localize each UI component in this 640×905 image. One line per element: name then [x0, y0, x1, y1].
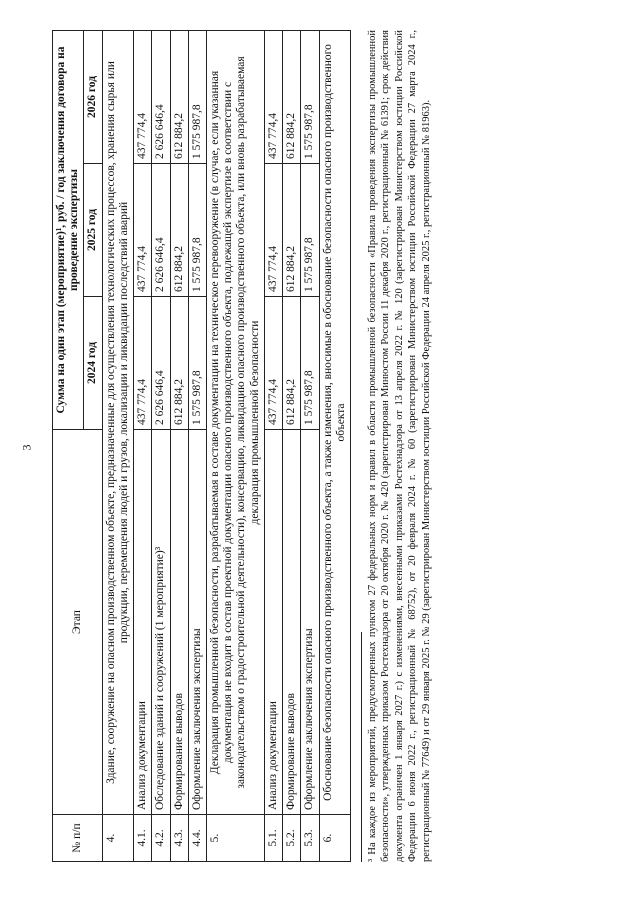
row-value-2024: 437 774,4: [134, 297, 152, 430]
table-row: [170, 31, 188, 862]
row-stage: Оформление заключения экспертизы: [301, 430, 319, 815]
section-title: Обоснование безопасности опасного производственного объекта, а также изменения, вносимые в обоснование безопасности опасного производственного объекта: [319, 31, 350, 815]
header-year-2024: 2024 год: [84, 297, 102, 430]
row-value-2026: 612 884,2: [283, 31, 301, 164]
row-value-2024: 437 774,4: [264, 297, 282, 430]
table-row: [102, 31, 133, 862]
row-value-2026: 1 575 987,8: [188, 31, 206, 164]
row-value-2024: 612 884,2: [283, 297, 301, 430]
table-row: [319, 31, 350, 862]
page-number: 3: [19, 444, 34, 451]
table-row: [152, 31, 170, 862]
row-value-2025: 612 884,2: [170, 164, 188, 297]
row-value-2025: 612 884,2: [283, 164, 301, 297]
row-stage: Оформление заключения экспертизы: [188, 430, 206, 815]
cost-table: [52, 30, 351, 862]
header-number: № п/п: [53, 815, 103, 862]
table-row: [206, 31, 264, 862]
table-row: [301, 31, 319, 862]
row-value-2025: 1 575 987,8: [301, 164, 319, 297]
header-sum: Сумма на один этап (мероприятие)¹, руб. / год заключения договора на проведение экспертизы: [53, 31, 84, 430]
row-value-2024: 2 626 646,4: [152, 297, 170, 430]
row-number: 4.1.: [134, 815, 152, 862]
header-stage: Этап: [53, 430, 103, 815]
row-value-2025: 437 774,4: [264, 164, 282, 297]
section-title: Декларация промышленной безопасности, разрабатываемая в составе документации на техническое перевооружение (в случае, если указанная документация не входит в состав проектной документации опасного производственного объекта, подлежащей экспертизе в соответствии с законодательством о градостроительной деятельности), консервацию, ликвидацию опасного производственного объекта, или вновь разрабатываемая декларация промышленной безопасности: [206, 31, 264, 815]
row-stage: Формирование выводов: [283, 430, 301, 815]
row-number: 4.3.: [170, 815, 188, 862]
row-value-2026: 437 774,4: [134, 31, 152, 164]
section-title: Здание, сооружение на опасном производственном объекте, предназначенные для осуществления технологических процессов, хранения сырья или продукции, перемещения людей и грузов, локализации и ликвидации последствий аварий: [102, 31, 133, 815]
row-number: 5.: [206, 815, 264, 862]
header-year-2025: 2025 год: [84, 164, 102, 297]
row-number: 5.2.: [283, 815, 301, 862]
table-row: [188, 31, 206, 862]
row-value-2024: 1 575 987,8: [301, 297, 319, 430]
row-number: 4.2.: [152, 815, 170, 862]
row-value-2026: 437 774,4: [264, 31, 282, 164]
row-number: 4.4.: [188, 815, 206, 862]
row-value-2025: 1 575 987,8: [188, 164, 206, 297]
row-value-2025: 2 626 646,4: [152, 164, 170, 297]
row-stage: Обследование зданий и сооружений (1 мероприятие)³: [152, 430, 170, 815]
table-row: [264, 31, 282, 862]
row-number: 5.1.: [264, 815, 282, 862]
footnote-divider: [361, 632, 362, 862]
row-value-2024: 1 575 987,8: [188, 297, 206, 430]
rotated-page-content: [52, 30, 600, 862]
table-row: [134, 31, 152, 862]
header-year-2026: 2026 год: [84, 31, 102, 164]
row-stage: Анализ документации: [264, 430, 282, 815]
row-number: 4.: [102, 815, 133, 862]
row-stage: Формирование выводов: [170, 430, 188, 815]
row-stage: Анализ документации: [134, 430, 152, 815]
table-row: [283, 31, 301, 862]
row-number: 5.3.: [301, 815, 319, 862]
row-value-2026: 612 884,2: [170, 31, 188, 164]
row-value-2026: 2 626 646,4: [152, 31, 170, 164]
row-value-2026: 1 575 987,8: [301, 31, 319, 164]
row-number: 6.: [319, 815, 350, 862]
row-value-2024: 612 884,2: [170, 297, 188, 430]
row-value-2025: 437 774,4: [134, 164, 152, 297]
footnote: ³ На каждое из мероприятий, предусмотренных пунктом 27 федеральных норм и правил в области промышленной безопасности «Правила проведения экспертизы промышленной безопасности», утвержденных приказом Ростехнадзора от 20 октября 2020 г. № 420 (зарегистрирован Минюстом России 11 декабря 2020 г., регистрационный № 61391; срок действия документа ограничен 1 января 2027 г.) с изменениями, внесенными приказами Ростехнадзора от 13 апреля 2022 г. № 120 (зарегистрирован Министерством юстиции Российской Федерации 6 июня 2022 г., регистрационный № 68752), от 20 февраля 2024 г. № 60 (зарегистрирован Министерством юстиции Российской Федерации 27 марта 2024 г., регистрационный № 77649) и от 29 января 2025 г. № 29 (зарегистрирован Министерством юстиции Российской Федерации 24 апреля 2025 г., регистрационный № 81963).: [366, 30, 432, 862]
